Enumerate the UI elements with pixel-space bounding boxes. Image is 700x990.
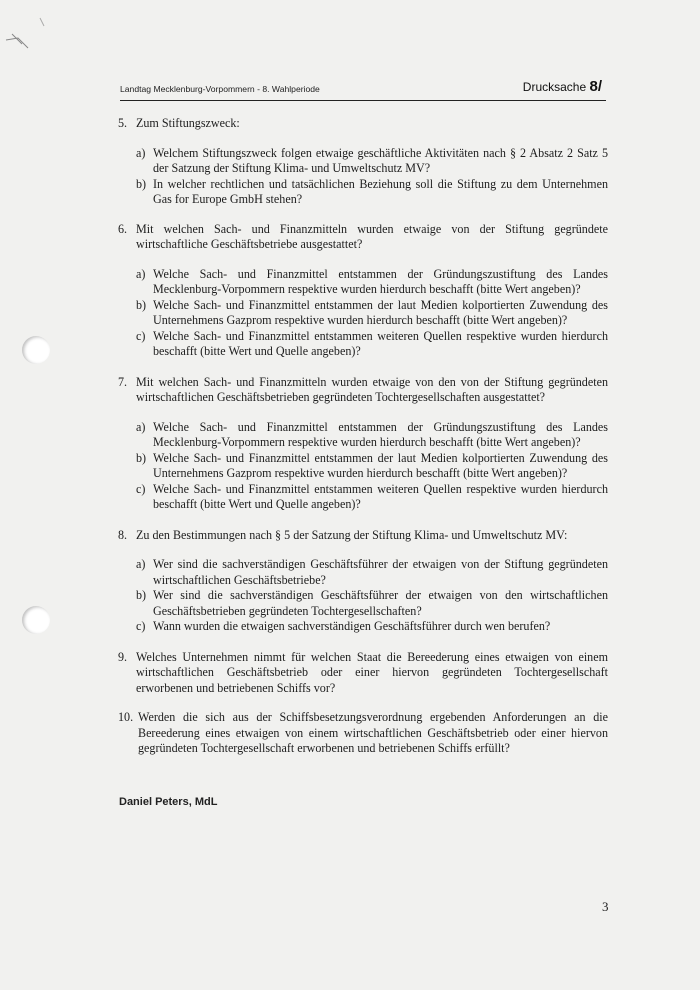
page-number: 3	[602, 899, 609, 914]
question-7	[118, 375, 608, 406]
sub-questions-5	[136, 146, 608, 208]
sub-text: Wer sind die sachverständigen Geschäftsführer der etwaigen von den wirtschaftlichen Geschäftsbetrieben gegründeten Tochtergesellschaften?	[153, 588, 608, 618]
sub-letter: c)	[136, 619, 146, 633]
sub-question	[136, 267, 608, 298]
header-parliament: Landtag Mecklenburg-Vorpommern - 8. Wahlperiode	[120, 84, 320, 94]
sub-text: Welche Sach- und Finanzmittel entstammen der Gründungszustiftung des Landes Mecklenburg-Vorpommern respektive wurden hierdurch beschafft (bitte Wert angeben)?	[153, 419, 608, 449]
sub-letter: a)	[136, 419, 146, 434]
sub-letter: b)	[136, 297, 147, 312]
sub-question	[136, 177, 608, 208]
sub-text: Welche Sach- und Finanzmittel entstammen weiteren Quellen respektive wurden hierdurch beschafft (bitte Wert und Quelle angeben)?	[153, 481, 608, 511]
sub-question	[136, 619, 608, 635]
sub-question	[136, 557, 608, 588]
sub-letter: a)	[136, 557, 146, 571]
question-text: Mit welchen Sach- und Finanzmitteln wurden etwaige von den von der Stiftung gegründeten wirtschaftlichen Geschäftsbetrieben gegründeten Tochtergesellschaften ausgestattet?	[136, 374, 608, 404]
sub-question	[136, 420, 608, 451]
question-6	[118, 222, 608, 253]
sub-question	[136, 329, 608, 360]
question-5	[118, 116, 608, 132]
sub-letter: c)	[136, 481, 146, 496]
sub-letter: b)	[136, 450, 147, 465]
sub-letter: c)	[136, 328, 146, 343]
sub-question	[136, 588, 608, 619]
header-number: 8/	[589, 78, 602, 95]
sub-questions-6	[136, 267, 608, 360]
sub-letter: b)	[136, 176, 147, 191]
question-text: Zum Stiftungszweck:	[136, 116, 240, 130]
sub-questions-7	[136, 420, 608, 513]
question-number: 10.	[118, 710, 134, 724]
sub-question	[136, 298, 608, 329]
signature: Daniel Peters, MdL	[119, 796, 218, 808]
header-label: Drucksache	[522, 80, 587, 94]
page-header	[120, 76, 606, 101]
question-text: Zu den Bestimmungen nach § 5 der Satzung der Stiftung Klima- und Umweltschutz MV:	[136, 527, 568, 542]
scan-mark-icon	[4, 14, 48, 54]
sub-text: Wann wurden die etwaigen sachverständigen Geschäftsführer durch wen berufen?	[153, 619, 551, 633]
question-number: 6.	[118, 221, 128, 236]
sub-letter: b)	[136, 588, 147, 602]
sub-text: Welche Sach- und Finanzmittel entstammen der laut Medien kolportierten Zuwendung des Unternehmens Gazprom respektive wurden hierdurch beschafft (bitte Wert angeben)?	[153, 450, 608, 480]
sub-question	[136, 451, 608, 482]
question-10	[118, 710, 608, 757]
sub-letter: a)	[136, 266, 146, 281]
sub-text: Welchem Stiftungszweck folgen etwaige geschäftliche Aktivitäten nach § 2 Absatz 2 Satz 5 der Satzung der Stiftung Klima- und Umweltschutz MV?	[153, 145, 608, 175]
punch-hole	[22, 336, 50, 364]
sub-text: Wer sind die sachverständigen Geschäftsführer der etwaigen von der Stiftung gegründeten wirtschaftlichen Geschäftsbetriebe?	[153, 557, 608, 587]
question-list	[118, 116, 608, 757]
sub-question	[136, 146, 608, 177]
question-9	[118, 650, 608, 697]
question-number: 5.	[118, 116, 128, 130]
sub-text: Welche Sach- und Finanzmittel entstammen weiteren Quellen respektive wurden hierdurch beschafft (bitte Wert und Quelle angeben)?	[153, 328, 608, 358]
question-text: Welches Unternehmen nimmt für welchen Staat die Bereederung eines etwaigen von einem wirtschaftlichen Geschäftsbetrieb oder einer hiervon gegründeten Tochtergesellschaft erworbenen und betriebenen Schiffs vor?	[136, 649, 608, 695]
question-text: Mit welchen Sach- und Finanzmitteln wurden etwaige von der Stiftung gegründete wirtschaftliche Geschäftsbetriebe ausgestattet?	[136, 221, 608, 251]
sub-text: Welche Sach- und Finanzmittel entstammen der laut Medien kolportierten Zuwendung des Unternehmens Gazprom respektive wurden hierdurch beschafft (bitte Wert angeben)?	[153, 297, 608, 327]
question-number: 9.	[118, 649, 128, 664]
sub-question	[136, 482, 608, 513]
sub-text: In welcher rechtlichen und tatsächlichen Beziehung soll die Stiftung zu dem Unternehmen Gas for Europe GmbH stehen?	[153, 176, 608, 206]
header-document-number	[523, 78, 602, 95]
sub-questions-8	[136, 557, 608, 635]
question-number: 7.	[118, 374, 128, 389]
sub-letter: a)	[136, 145, 146, 160]
punch-hole	[22, 606, 50, 634]
question-text: Werden die sich aus der Schiffsbesetzungsverordnung ergebenden Anforderungen an die Bereederung eines etwaigen von einem wirtschaftlichen Geschäftsbetrieb oder einer hiervon gegründeten Tochtergesellschaft erworbenen und betriebenen Schiffs erfüllt?	[138, 710, 608, 755]
question-number: 8.	[118, 527, 128, 542]
sub-text: Welche Sach- und Finanzmittel entstammen der Gründungszustiftung des Landes Mecklenburg-Vorpommern respektive wurden hierdurch beschafft (bitte Wert angeben)?	[153, 266, 608, 296]
question-8	[118, 528, 608, 544]
